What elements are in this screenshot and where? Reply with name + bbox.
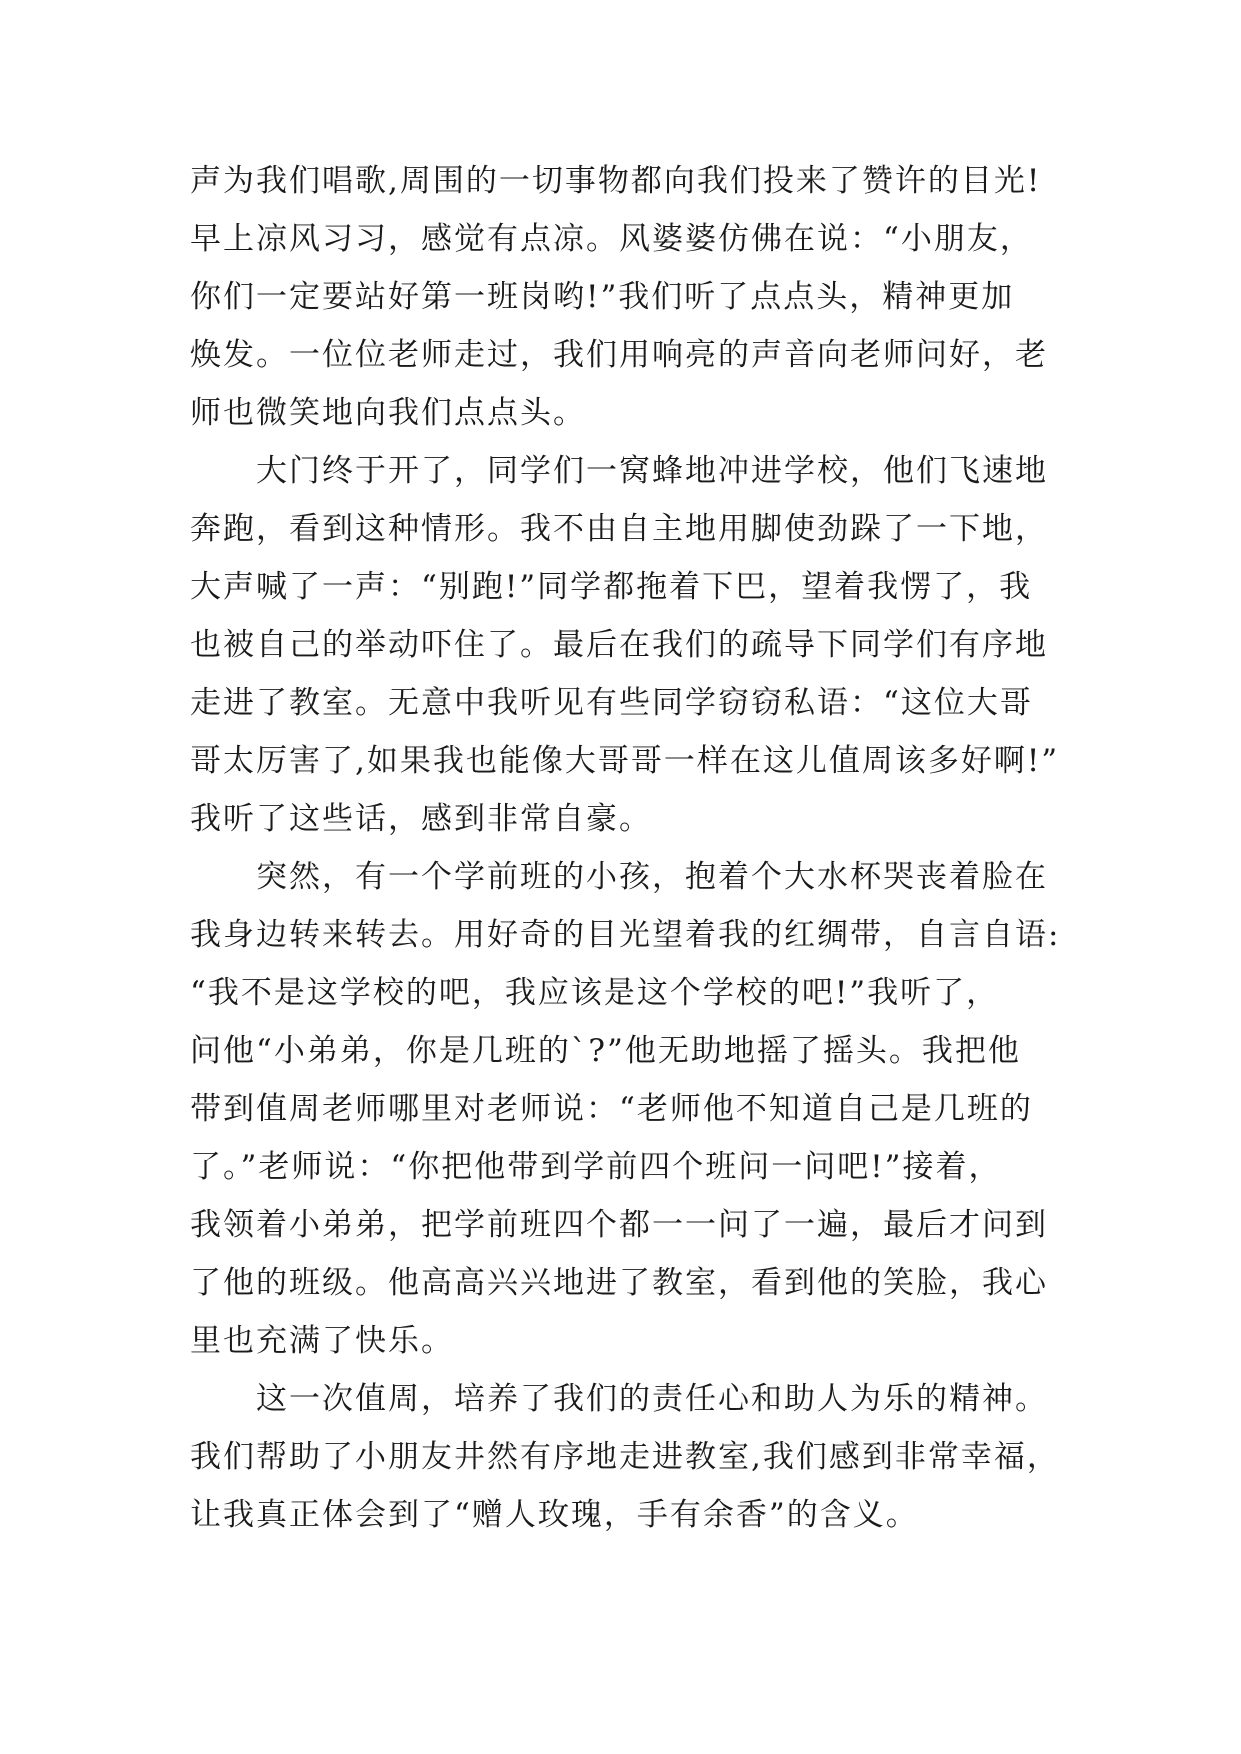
paragraph-line: 也被自己的举动吓住了。最后在我们的疏导下同学们有序地 [190,627,1048,663]
paragraph-2 [190,442,1080,848]
paragraph-line: 焕发。一位位老师走过，我们用响亮的声音向老师问好，老 [190,337,1048,373]
paragraph-1 [190,152,1080,442]
paragraph-line: 声为我们唱歌,周围的一切事物都向我们投来了赞许的目光! [190,163,1042,199]
paragraph-line: 走进了教室。无意中我听见有些同学窃窃私语：“这位大哥 [190,685,1033,721]
paragraph-line: 我身边转来转去。用好奇的目光望着我的红绸带，自言自语: [190,917,1061,953]
document-body [190,152,1080,1544]
paragraph-line: 我听了这些话，感到非常自豪。 [190,801,652,837]
paragraph-first-line: 这一次值周，培养了我们的责任心和助人为乐的精神。 [256,1381,1048,1417]
paragraph-line: 大声喊了一声：“别跑!”同学都拖着下巴，望着我愣了，我 [190,569,1033,605]
paragraph-line: 带到值周老师哪里对老师说：“老师他不知道自己是几班的 [190,1091,1033,1127]
paragraph-first-line: 突然，有一个学前班的小孩，抱着个大水杯哭丧着脸在 [256,859,1048,895]
paragraph-line: 奔跑，看到这种情形。我不由自主地用脚使劲跺了一下地， [190,511,1048,547]
paragraph-3 [190,848,1080,1370]
paragraph-first-line: 大门终于开了，同学们一窝蜂地冲进学校，他们飞速地 [256,453,1048,489]
paragraph-line: 我领着小弟弟，把学前班四个都一一问了一遍，最后才问到 [190,1207,1048,1243]
paragraph-line: 了他的班级。他高高兴兴地进了教室，看到他的笑脸，我心 [190,1265,1048,1301]
paragraph-line: 师也微笑地向我们点点头。 [190,395,586,431]
paragraph-line: 里也充满了快乐。 [190,1323,454,1359]
paragraph-line: 早上凉风习习，感觉有点凉。风婆婆仿佛在说：“小朋友， [190,221,1033,257]
paragraph-line: 你们一定要站好第一班岗哟!”我们听了点点头，精神更加 [190,279,1015,315]
paragraph-line: 问他“小弟弟，你是几班的`?”他无助地摇了摇头。我把他 [190,1033,1021,1069]
paragraph-line: 让我真正体会到了“赠人玫瑰，手有余香”的含义。 [190,1497,919,1533]
paragraph-line: 了。”老师说：“你把他带到学前四个班问一问吧!”接着， [190,1149,1002,1185]
paragraph-4 [190,1370,1080,1544]
paragraph-line: 我们帮助了小朋友井然有序地走进教室,我们感到非常幸福， [190,1439,1060,1475]
paragraph-line: “我不是这学校的吧，我应该是这个学校的吧!”我听了， [190,975,1000,1011]
paragraph-line: 哥太厉害了,如果我也能像大哥哥一样在这儿值周该多好啊!” [190,743,1060,779]
